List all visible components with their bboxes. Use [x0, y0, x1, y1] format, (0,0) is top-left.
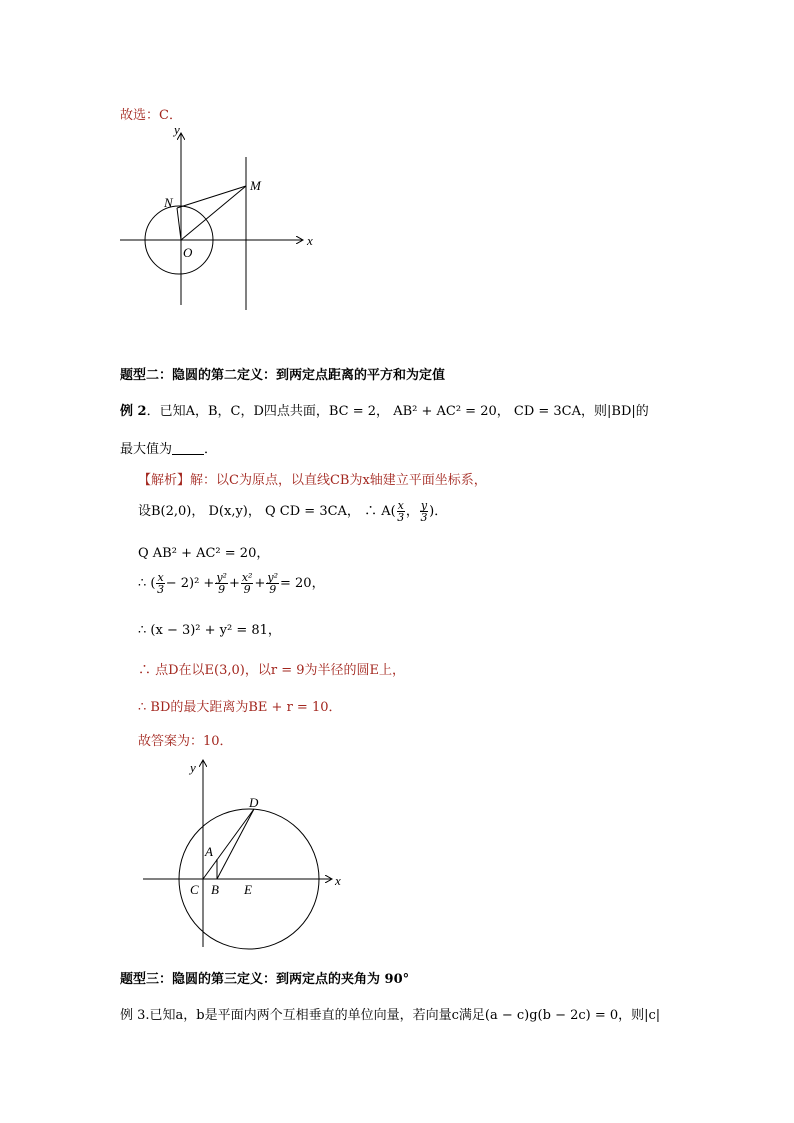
section2-heading: 题型二：隐圆的第二定义：到两定点距离的平方和为定值: [120, 368, 446, 383]
fig1-label-M: M: [250, 178, 261, 193]
fig1-label-y: y: [174, 122, 180, 137]
fig2-segment-BD: [217, 809, 254, 879]
fig2-label-C: C: [190, 882, 199, 897]
analysis-line1: 【解析】解：以C为原点，以直线CB为x轴建立平面坐标系，: [138, 473, 487, 488]
analysis-line6: ∴ 点D在以E(3,0)，以r = 9为半径的圆E上，: [138, 663, 405, 678]
fig2-label-D: D: [249, 795, 259, 810]
fig2-label-x: x: [335, 873, 341, 888]
fig2-label-E: E: [244, 882, 252, 897]
fig1-segment-NM: [177, 186, 246, 208]
analysis-line3: Q AB² + AC² = 20，: [138, 546, 270, 561]
answer-line-top: 故选：C．: [120, 108, 182, 123]
section3-heading: 题型三：隐圆的第三定义：到两定点的夹角为 90°: [120, 972, 410, 987]
figure-2-circle-diagram: [135, 755, 360, 955]
fig1-label-x: x: [307, 233, 313, 248]
section2-problem-line1: [120, 400, 649, 419]
fig2-label-A: A: [205, 844, 213, 859]
analysis-line4: ∴ ( $\frac{x}{3}$ − 2)² + $\frac{\text{y²}}{9}$ + $\frac{\text{x²}}{9}$ + $\frac{\text{y²}}{9}$ = 20，: [138, 571, 325, 596]
example2-text: ．已知A，B，C，D四点共面，BC = 2， AB² + AC² = 20， CD = 3CA，则|BD|的: [146, 404, 649, 419]
fig2-label-B: B: [211, 882, 219, 897]
analysis-tag: 【解析】: [138, 473, 191, 488]
section2-problem-line2: 最大值为 ．: [120, 442, 218, 457]
answer-blank: [172, 442, 204, 455]
analysis-line2: 设B(2,0)， D(x,y)， Q CD = 3CA， ∴ A( $\frac{x}{3}$ ， $\frac{y}{3}$ )．: [138, 499, 448, 524]
analysis-line5: ∴ (x − 3)² + y² = 81，: [138, 623, 281, 638]
fig1-segment-OM: [181, 186, 246, 240]
figure-1-circle-diagram: [110, 120, 330, 320]
fig1-segment-ON: [177, 208, 181, 240]
analysis-answer: 故答案为：10．: [138, 734, 233, 749]
section3-example-line: 例 3.已知a，b是平面内两个互相垂直的单位向量，若向量c满足(a − c)g(b − 2c) = 0，则|c|: [120, 1008, 661, 1023]
analysis-line7: ∴ BD的最大距离为BE + r = 10．: [138, 700, 342, 715]
example2-label: 例 2: [120, 404, 147, 419]
fig1-label-N: N: [164, 195, 173, 210]
fig1-label-O: O: [183, 245, 193, 260]
fig2-label-y: y: [190, 760, 196, 775]
